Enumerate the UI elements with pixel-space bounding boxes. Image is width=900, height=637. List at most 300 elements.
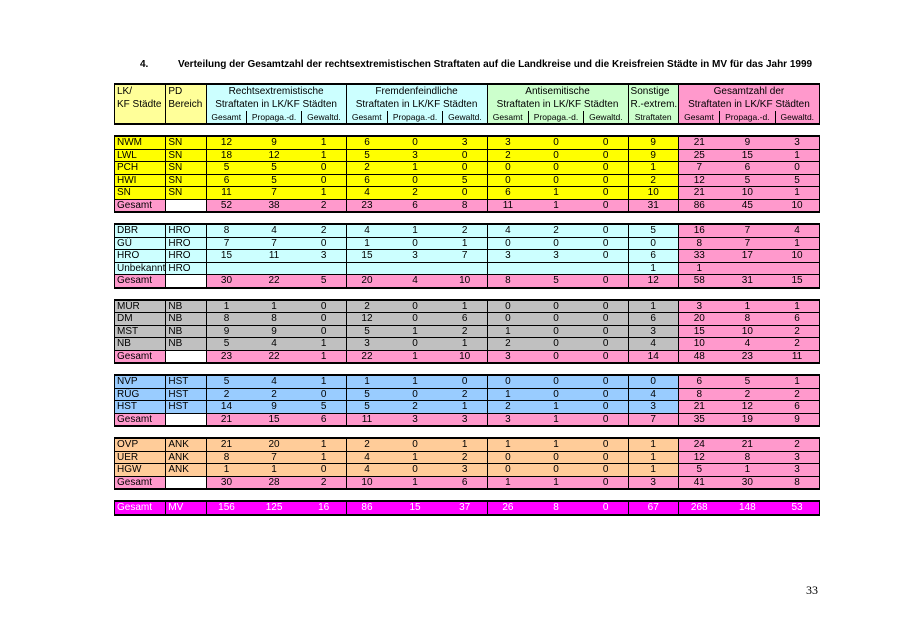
table-row [115, 401, 820, 414]
value-cell: 1 [528, 401, 583, 414]
value-cell: 8 [206, 451, 246, 464]
value-cell: 0 [584, 136, 628, 149]
spacer-cell [115, 426, 820, 438]
value-cell: 6 [720, 162, 775, 175]
pd-cell: SN [166, 149, 206, 162]
lk-cell: HGW [115, 464, 166, 477]
value-cell: 4 [387, 275, 442, 288]
value-cell: 48 [678, 350, 719, 363]
pd-cell: SN [166, 136, 206, 149]
value-cell: 6 [206, 174, 246, 187]
pd-cell: SN [166, 162, 206, 175]
value-cell: 3 [678, 300, 719, 313]
value-cell: 1 [387, 162, 442, 175]
value-cell: 15 [387, 501, 442, 515]
value-cell: 1 [302, 350, 346, 363]
value-cell: 1 [775, 375, 819, 388]
header-pd-2: Bereich [166, 98, 206, 111]
value-cell: 2 [302, 224, 346, 237]
value-cell: 2 [487, 401, 528, 414]
spacer-row [115, 212, 820, 224]
pd-cell [166, 413, 206, 426]
value-cell: 2 [443, 451, 487, 464]
value-cell: 1 [346, 375, 387, 388]
value-cell: 2 [206, 388, 246, 401]
value-cell: 67 [628, 501, 678, 515]
value-cell: 3 [775, 451, 819, 464]
value-cell: 4 [246, 224, 301, 237]
value-cell: 4 [346, 187, 387, 200]
header-fremd-2: Straftaten in LK/KF Städten [346, 98, 487, 111]
total-row [115, 413, 820, 426]
pd-cell: ANK [166, 464, 206, 477]
value-cell: 15 [678, 325, 719, 338]
value-cell: 6 [302, 413, 346, 426]
lk-cell: MÜR [115, 300, 166, 313]
pd-cell: NB [166, 313, 206, 326]
value-cell: 11 [246, 250, 301, 263]
value-cell: 23 [720, 350, 775, 363]
value-cell: 9 [246, 401, 301, 414]
value-cell [206, 262, 246, 275]
value-cell: 23 [346, 199, 387, 212]
sub-gewalt: Gewaltd. [302, 111, 346, 124]
value-cell: 0 [584, 325, 628, 338]
table-row [115, 237, 820, 250]
value-cell: 0 [387, 388, 442, 401]
value-cell: 2 [628, 174, 678, 187]
value-cell: 9 [246, 136, 301, 149]
lk-cell: LWL [115, 149, 166, 162]
value-cell: 1 [628, 451, 678, 464]
statistics-table [114, 83, 820, 516]
value-cell: 0 [302, 162, 346, 175]
value-cell [246, 262, 301, 275]
value-cell: 6 [443, 476, 487, 489]
value-cell: 6 [443, 313, 487, 326]
header-anti-2: Straftaten in LK/KF Städten [487, 98, 628, 111]
value-cell: 156 [206, 501, 246, 515]
value-cell: 5 [775, 174, 819, 187]
value-cell: 4 [487, 224, 528, 237]
value-cell: 2 [346, 162, 387, 175]
header-fremd: Fremdenfeindliche [346, 84, 487, 98]
value-cell: 15 [246, 413, 301, 426]
value-cell: 0 [387, 237, 442, 250]
value-cell: 37 [443, 501, 487, 515]
value-cell: 0 [628, 237, 678, 250]
value-cell: 1 [443, 401, 487, 414]
value-cell: 4 [346, 464, 387, 477]
table-row [115, 375, 820, 388]
header-empty-2 [166, 111, 206, 124]
value-cell: 5 [720, 375, 775, 388]
spacer-cell [115, 288, 820, 300]
value-cell: 0 [443, 375, 487, 388]
value-cell: 11 [346, 413, 387, 426]
value-cell [443, 262, 487, 275]
value-cell: 8 [528, 501, 583, 515]
value-cell: 0 [302, 388, 346, 401]
value-cell: 0 [628, 375, 678, 388]
value-cell: 1 [628, 438, 678, 451]
value-cell: 9 [775, 413, 819, 426]
value-cell: 8 [720, 451, 775, 464]
value-cell: 3 [487, 350, 528, 363]
value-cell: 23 [206, 350, 246, 363]
value-cell: 0 [584, 199, 628, 212]
value-cell: 148 [720, 501, 775, 515]
value-cell: 26 [487, 501, 528, 515]
value-cell: 5 [206, 162, 246, 175]
value-cell [584, 262, 628, 275]
value-cell: 22 [246, 275, 301, 288]
value-cell: 2 [346, 438, 387, 451]
value-cell: 0 [528, 162, 583, 175]
title-text: Verteilung der Gesamtzahl der rechtsextremistischen Straftaten auf die Landkreise und die Kreisfreien Städte in MV für das Jahr 1999 [178, 59, 813, 70]
value-cell: 8 [678, 388, 719, 401]
value-cell: 3 [628, 476, 678, 489]
table-row [115, 162, 820, 175]
value-cell: 21 [678, 136, 719, 149]
value-cell: 0 [584, 300, 628, 313]
value-cell: 8 [206, 313, 246, 326]
value-cell: 8 [720, 313, 775, 326]
value-cell: 86 [678, 199, 719, 212]
value-cell: 9 [628, 136, 678, 149]
lk-cell: NVP [115, 375, 166, 388]
spacer-row [115, 288, 820, 300]
value-cell: 0 [584, 350, 628, 363]
value-cell: 1 [302, 136, 346, 149]
header-gesamt: Gesamtzahl der [678, 84, 819, 98]
header-sonst: Sonstige [628, 84, 678, 98]
value-cell: 11 [206, 187, 246, 200]
lk-cell: UER [115, 451, 166, 464]
value-cell: 3 [387, 413, 442, 426]
value-cell: 4 [628, 388, 678, 401]
value-cell: 33 [678, 250, 719, 263]
value-cell: 28 [246, 476, 301, 489]
value-cell: 4 [628, 338, 678, 351]
value-cell: 1 [387, 224, 442, 237]
value-cell: 9 [720, 136, 775, 149]
table-row [115, 300, 820, 313]
lk-cell: Gesamt [115, 350, 166, 363]
header-row-1 [115, 84, 820, 98]
value-cell: 0 [528, 313, 583, 326]
header-sonst-2: R.-extrem. [628, 98, 678, 111]
value-cell: 8 [206, 224, 246, 237]
pd-cell: HRO [166, 250, 206, 263]
value-cell: 1 [775, 149, 819, 162]
value-cell: 0 [528, 174, 583, 187]
value-cell: 12 [346, 313, 387, 326]
value-cell: 17 [720, 250, 775, 263]
value-cell: 6 [387, 199, 442, 212]
sub-gewalt: Gewaltd. [584, 111, 628, 124]
header-row-2 [115, 98, 820, 111]
value-cell: 7 [246, 187, 301, 200]
value-cell: 0 [387, 313, 442, 326]
lk-cell: Gesamt [115, 476, 166, 489]
value-cell: 10 [628, 187, 678, 200]
title-number: 4. [140, 59, 149, 70]
value-cell: 0 [487, 375, 528, 388]
value-cell: 4 [720, 338, 775, 351]
value-cell: 1 [487, 325, 528, 338]
value-cell: 1 [302, 451, 346, 464]
value-cell: 0 [584, 438, 628, 451]
value-cell: 2 [487, 338, 528, 351]
value-cell: 1 [487, 438, 528, 451]
table-row [115, 149, 820, 162]
table-row [115, 464, 820, 477]
page-number: 33 [806, 583, 818, 597]
value-cell: 2 [775, 388, 819, 401]
value-cell: 1 [720, 464, 775, 477]
value-cell: 45 [720, 199, 775, 212]
value-cell: 5 [206, 338, 246, 351]
value-cell: 1 [387, 375, 442, 388]
value-cell: 1 [246, 464, 301, 477]
pd-cell: MV [166, 501, 206, 515]
value-cell: 0 [387, 438, 442, 451]
table-row [115, 313, 820, 326]
value-cell: 12 [678, 451, 719, 464]
value-cell: 21 [206, 413, 246, 426]
lk-cell: DM [115, 313, 166, 326]
sub-gesamt: Gesamt [346, 111, 387, 124]
value-cell: 1 [628, 464, 678, 477]
value-cell: 3 [443, 136, 487, 149]
value-cell: 3 [487, 413, 528, 426]
value-cell: 0 [584, 338, 628, 351]
value-cell: 11 [775, 350, 819, 363]
value-cell: 1 [628, 300, 678, 313]
value-cell: 12 [628, 275, 678, 288]
lk-cell: HWI [115, 174, 166, 187]
value-cell: 2 [387, 401, 442, 414]
value-cell: 1 [346, 237, 387, 250]
value-cell: 15 [775, 275, 819, 288]
value-cell: 1 [387, 325, 442, 338]
value-cell: 2 [302, 199, 346, 212]
value-cell: 31 [720, 275, 775, 288]
sub-gesamt: Gesamt [206, 111, 246, 124]
sub-propaga: Propaga.-d. [720, 111, 775, 124]
value-cell [720, 262, 775, 275]
value-cell: 5 [346, 149, 387, 162]
table-row [115, 438, 820, 451]
value-cell: 30 [720, 476, 775, 489]
value-cell: 22 [246, 350, 301, 363]
value-cell: 0 [584, 451, 628, 464]
grand-total-row [115, 501, 820, 515]
value-cell: 0 [302, 464, 346, 477]
value-cell: 6 [346, 136, 387, 149]
pd-cell: NB [166, 300, 206, 313]
value-cell: 8 [775, 476, 819, 489]
value-cell: 2 [528, 224, 583, 237]
value-cell: 38 [246, 199, 301, 212]
value-cell: 2 [443, 224, 487, 237]
value-cell: 0 [584, 464, 628, 477]
value-cell: 0 [487, 300, 528, 313]
header-row-3 [115, 111, 820, 124]
value-cell: 6 [628, 250, 678, 263]
value-cell: 0 [487, 464, 528, 477]
value-cell: 12 [720, 401, 775, 414]
header-lk-2: KF Städte [115, 98, 166, 111]
value-cell: 6 [487, 187, 528, 200]
table-row [115, 388, 820, 401]
value-cell: 1 [720, 300, 775, 313]
value-cell: 0 [302, 313, 346, 326]
sub-propaga: Propaga.-d. [528, 111, 583, 124]
value-cell: 0 [387, 464, 442, 477]
value-cell: 1 [302, 187, 346, 200]
value-cell: 6 [775, 313, 819, 326]
value-cell: 1 [206, 464, 246, 477]
value-cell: 2 [775, 325, 819, 338]
value-cell: 0 [528, 464, 583, 477]
value-cell: 3 [346, 338, 387, 351]
table-row [115, 451, 820, 464]
value-cell: 14 [628, 350, 678, 363]
value-cell: 1 [775, 300, 819, 313]
value-cell: 14 [206, 401, 246, 414]
value-cell: 11 [487, 199, 528, 212]
value-cell [528, 262, 583, 275]
value-cell: 0 [387, 338, 442, 351]
table-row [115, 136, 820, 149]
value-cell: 1 [628, 162, 678, 175]
value-cell: 0 [443, 162, 487, 175]
table-row [115, 224, 820, 237]
lk-cell: GÜ [115, 237, 166, 250]
pd-cell: SN [166, 174, 206, 187]
value-cell: 0 [528, 237, 583, 250]
spacer-cell [115, 489, 820, 501]
value-cell: 20 [246, 438, 301, 451]
value-cell [346, 262, 387, 275]
total-row [115, 199, 820, 212]
value-cell: 0 [584, 275, 628, 288]
lk-cell: SN [115, 187, 166, 200]
lk-cell: HST [115, 401, 166, 414]
value-cell: 53 [775, 501, 819, 515]
value-cell: 3 [775, 136, 819, 149]
value-cell: 21 [206, 438, 246, 451]
value-cell: 0 [302, 174, 346, 187]
lk-cell: MST [115, 325, 166, 338]
value-cell: 3 [528, 250, 583, 263]
total-row [115, 275, 820, 288]
value-cell: 10 [720, 325, 775, 338]
value-cell: 0 [584, 250, 628, 263]
lk-cell: NB [115, 338, 166, 351]
value-cell: 2 [443, 325, 487, 338]
value-cell: 21 [678, 187, 719, 200]
pd-cell [166, 350, 206, 363]
table-row [115, 174, 820, 187]
value-cell: 7 [720, 237, 775, 250]
value-cell: 5 [720, 174, 775, 187]
table-row [115, 325, 820, 338]
lk-cell: NWM [115, 136, 166, 149]
value-cell: 1 [487, 388, 528, 401]
value-cell: 1 [487, 476, 528, 489]
value-cell: 0 [443, 149, 487, 162]
value-cell: 0 [584, 401, 628, 414]
value-cell: 5 [302, 401, 346, 414]
value-cell: 30 [206, 275, 246, 288]
value-cell: 3 [628, 401, 678, 414]
value-cell: 3 [487, 250, 528, 263]
value-cell: 0 [528, 300, 583, 313]
value-cell: 1 [528, 413, 583, 426]
value-cell: 0 [528, 388, 583, 401]
value-cell: 25 [678, 149, 719, 162]
value-cell: 21 [678, 401, 719, 414]
value-cell: 0 [487, 162, 528, 175]
value-cell: 0 [302, 325, 346, 338]
value-cell: 1 [443, 300, 487, 313]
pd-cell: ANK [166, 451, 206, 464]
value-cell: 15 [720, 149, 775, 162]
value-cell: 6 [346, 174, 387, 187]
value-cell: 18 [206, 149, 246, 162]
header-rechts-2: Straftaten in LK/KF Städten [206, 98, 346, 111]
value-cell: 1 [302, 438, 346, 451]
value-cell: 58 [678, 275, 719, 288]
value-cell: 9 [246, 325, 301, 338]
value-cell: 19 [720, 413, 775, 426]
table-row [115, 262, 820, 275]
lk-cell: RÜG [115, 388, 166, 401]
value-cell: 12 [246, 149, 301, 162]
pd-cell [166, 476, 206, 489]
value-cell: 7 [246, 451, 301, 464]
value-cell: 10 [443, 275, 487, 288]
value-cell: 0 [528, 375, 583, 388]
value-cell: 5 [206, 375, 246, 388]
value-cell [775, 262, 819, 275]
value-cell: 10 [720, 187, 775, 200]
value-cell: 5 [246, 174, 301, 187]
value-cell: 8 [246, 313, 301, 326]
value-cell: 8 [678, 237, 719, 250]
sub-gewalt: Gewaltd. [443, 111, 487, 124]
value-cell: 7 [246, 237, 301, 250]
value-cell: 1 [528, 187, 583, 200]
value-cell: 10 [346, 476, 387, 489]
spacer-row [115, 124, 820, 136]
value-cell: 1 [387, 476, 442, 489]
value-cell: 12 [206, 136, 246, 149]
sub-gesamt: Gesamt [487, 111, 528, 124]
header-gesamt-2: Straftaten in LK/KF Städten [678, 98, 819, 111]
value-cell: 0 [528, 350, 583, 363]
pd-cell: HST [166, 401, 206, 414]
value-cell: 0 [584, 149, 628, 162]
value-cell: 2 [387, 187, 442, 200]
value-cell: 5 [443, 174, 487, 187]
pd-cell: HST [166, 388, 206, 401]
value-cell [302, 262, 346, 275]
spacer-cell [115, 212, 820, 224]
